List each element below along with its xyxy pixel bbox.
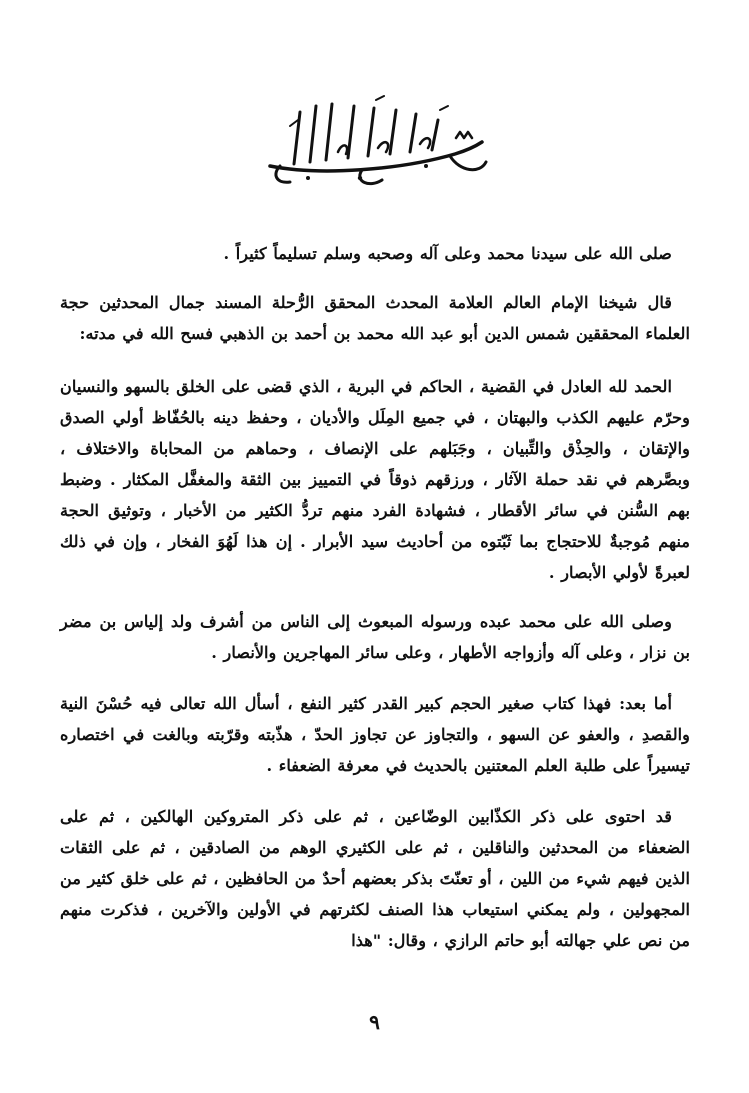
paragraph-salutation: صلى الله على سيدنا محمد وعلى آله وصحبه وسلم تسليماً كثيراً . (223, 244, 672, 263)
basmala-calligraphy-image (250, 92, 500, 192)
basmala-calligraphy (250, 92, 500, 192)
body-text (60, 238, 690, 978)
paragraph-purpose: أما بعد: فهذا كتاب صغير الحجم كبير القدر كثير النفع ، أسأل الله تعالى فيه حُسْنَ النية والقصدِ ، والعفو عن السهو ، والتجاوز عن تجاوز الحدّ ، هذّبته وقرّبته وبالغت في اختصاره تيسيراً على طلبة العلم المعتنين بالحديث في معرفة الضعفاء . (60, 694, 690, 775)
paragraph-praise: الحمد لله العادل في القضية ، الحاكم في البرية ، الذي قضى على الخلق بالسهو والنسيان وحرّم عليهم الكذب والبهتان ، في جميع المِلَل والأديان ، وحفظ دينه بالحُفّاظ أولي الصدق والإتقان ، والحِذْق والتِّبيان ، وجَبَلهم على الإنصاف ، وحماهم من المحاباة والاختلاف ، وبصَّرهم في نقد حملة الآثار ، ورزقهم ذوقاً في التمييز بين الثقة والمغفَّل المكثار . وضبط بهم السُّنن في سائر الأقطار ، فشهادة الفرد منهم تردُّ الكثير من الأخبار ، وتوثيق الحجة منهم مُوجبةٌ للاحتجاج بما ثَبّتوه من أحاديث سيد الأبرار . إن هذا لَهُوَ الفخار ، وإن في ذلك لعبرةً لأولي الأبصار . (60, 377, 690, 582)
paragraph-author-introduction: قال شيخنا الإمام العالم العلامة المحدث المحقق الرُّحلة المسند جمال المحدثين حجة العلماء المحققين شمس الدين أبو عبد الله محمد بن أحمد بن الذهبي فسح الله في مدته: (60, 293, 690, 343)
paragraph-prayer: وصلى الله على محمد عبده ورسوله المبعوث إلى الناس من أشرف ولد إلياس بن مضر بن نزار ، وعلى آله وأزواجه الأطهار ، وعلى سائر المهاجرين والأنصار . (60, 612, 690, 662)
page-number: ٩ (369, 1010, 380, 1034)
paragraph-contents: قد احتوى على ذكر الكذّابين الوضّاعين ، ثم على ذكر المتروكين الهالكين ، ثم على الضعفاء من المحدثين والناقلين ، ثم على الكثيري الوهم من الصادقين ، ثم على الثقات الذين فيهم شيء من اللين ، أو تعنّتَ بذكر بعضهم أحدٌ من الحافظين ، ثم على خلق كثير من المجهولين ، ولم يمكني استيعاب هذا الصنف لكثرتهم في الأولين والآخرين ، فذكرت منهم من نص علي جهالته أبو حاتم الرازي ، وقال: "هذا (60, 807, 690, 950)
